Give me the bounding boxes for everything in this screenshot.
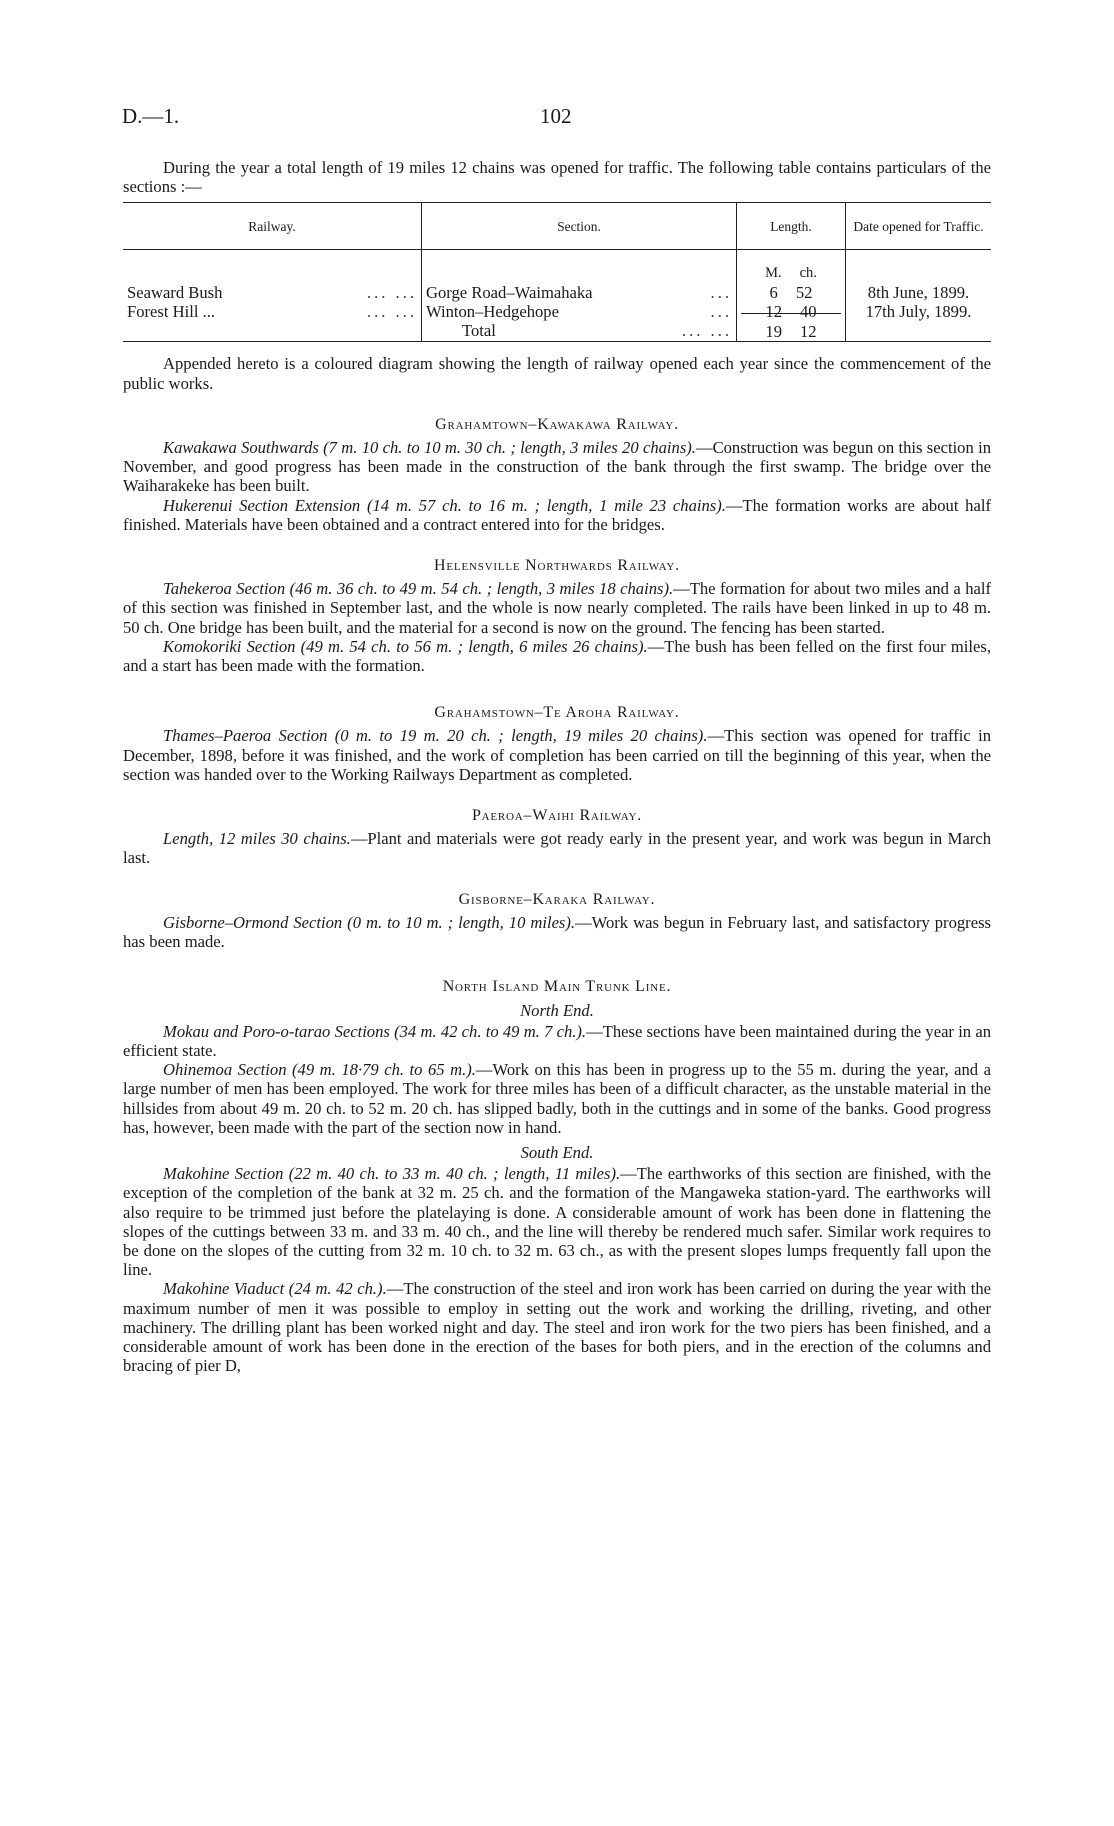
section-paragraph [123, 637, 991, 675]
paragraph-text: —Work on this has been in progress up to the 55 m. during the year, and a large number of men has been employed. The work for three miles has been of a difficult character, as the unstable material in the hillsides from about 49 m. 20 ch. to 52 m. 20 ch. has slipped badly, both in the cuttings and in some of the banks. Good progress has, however, been made with the part of the section now in hand. [123, 1060, 991, 1137]
paragraph-lead: Mokau and Poro-o-tarao Sections (34 m. 42 ch. to 49 m. 7 ch.). [163, 1021, 587, 1041]
paragraph-text: —The earthworks of this section are finished, with the exception of the completion of the bank at 32 m. 25 ch. and the formation of the Mangaweka station-yard. The earthworks will also require to be trimmed just before the platelaying is done. A considerable amount of work has been done in flattening the slopes of the cuttings between 33 m. and 33 m. 40 ch., and the line will thereby be rendered much safer. Similar work requires to be done on the slopes of the cutting from 32 m. 10 ch. to 32 m. 63 ch., as with the present slopes lumps frequently fall upon the line. [123, 1164, 991, 1280]
paragraph-text: —The bush has been felled on the first four miles, and a start has been made with the formation. [123, 636, 991, 676]
section-paragraph [123, 496, 991, 534]
page-number: 102 [540, 104, 572, 128]
section-paragraph [123, 913, 991, 951]
row-chains: 40 [800, 302, 817, 322]
section-paragraph [123, 1022, 991, 1060]
section-paragraph [123, 1060, 991, 1137]
railway-sections [123, 415, 991, 951]
section-heading: Grahamstown–Te Aroha Railway. [434, 704, 680, 722]
section-paragraph [123, 726, 991, 784]
col-header-railway: Railway. [123, 203, 422, 249]
paragraph-text: —This section was opened for traffic in December, 1898, before it was finished, and the work of completion has been carried on till the beginning of this year, when the section was handed over to the Working Railways Department as completed. [123, 726, 991, 784]
page-body [123, 158, 991, 1375]
paragraph-text: —The formation works are about half finished. Materials have been obtained and a contract entered into for the bridges. [123, 495, 991, 534]
paragraph-text: —These sections have been maintained during the year in an efficient state. [123, 1021, 992, 1060]
paragraph-lead: Gisborne–Ormond Section (0 m. to 10 m. ; length, 10 miles). [163, 912, 576, 932]
main-trunk-section [123, 977, 991, 1375]
total-label: Total [462, 321, 496, 341]
paragraph-lead: Makohine Section (22 m. 40 ch. to 33 m. 40 ch. ; length, 11 miles). [163, 1164, 621, 1184]
unit-chains: ch. [799, 264, 817, 281]
total-miles: 19 [765, 322, 782, 342]
south-end-subheading: South End. [520, 1142, 594, 1162]
unit-miles: M. [765, 264, 782, 281]
appended-paragraph: Appended hereto is a coloured diagram showing the length of railway opened each year since the commencement of the public works. [123, 354, 991, 393]
section-paragraph [123, 829, 991, 867]
section-heading: Paeroa–Waihi Railway. [471, 807, 643, 825]
sections-opened-table [123, 202, 991, 342]
north-end-subheading: North End. [520, 1000, 594, 1020]
paragraph-text: —Construction was begun on this section in November, and good progress has been made in the construction of the bank through the first swamp. The bridge over the Waiharakeke has been built. [123, 438, 991, 496]
paragraph-text: —The construction of the steel and iron work has been carried on during the year with the maximum number of men it was possible to employ in setting out the work and working the drilling, riveting, and other machinery. The drilling plant has been worked night and day. The steel and iron work for the two piers has been finished, and a considerable amount of work has been done in the erection of the bases for both piers, and in the erection of the columns and bracing of pier D, [123, 1279, 991, 1376]
paragraph-lead: Thames–Paeroa Section (0 m. to 19 m. 20 ch. ; length, 19 miles 20 chains). [163, 726, 708, 746]
paragraph-text: —Work was begun in February last, and satisfactory progress has been made. [123, 912, 991, 952]
paragraph-lead: Ohinemoa Section (49 m. 18·79 ch. to 65 m.). [163, 1060, 476, 1080]
paragraph-text: —Plant and materials were got ready early in the present year, and work was begun in March last. [123, 829, 991, 868]
section-heading: Gisborne–Karaka Railway. [458, 890, 656, 908]
paragraph-lead: Komokoriki Section (49 m. 54 ch. to 56 m. ; length, 6 miles 26 chains). [163, 636, 648, 656]
row-section: Winton–Hedgehope [426, 302, 559, 322]
paragraph-lead: Makohine Viaduct (24 m. 42 ch.). [163, 1279, 387, 1299]
row-miles: 6 [769, 282, 778, 302]
col-header-date: Date opened for Traffic. [846, 203, 992, 249]
col-header-section: Section. [422, 203, 737, 249]
paragraph-lead: Tahekeroa Section (46 m. 36 ch. to 49 m. 54 ch. ; length, 3 miles 18 chains). [163, 579, 674, 599]
table-row: Seaward Bush ... ... Gorge Road–Waimahaka ... 6 52 8th June, 1899. [123, 283, 991, 302]
section-paragraph [123, 438, 991, 496]
total-row: Total ... ... 19 12 [123, 321, 991, 342]
intro-paragraph: During the year a total length of 19 miles 12 chains was opened for traffic. The following table contains particulars of the sections :— [123, 158, 991, 197]
row-chains: 52 [795, 282, 813, 302]
total-chains: 12 [800, 322, 817, 342]
col-header-length: Length. [737, 203, 846, 249]
section-paragraph [123, 579, 991, 637]
paragraph-text: —The formation for about two miles and a half of this section was finished in September last, and the whole is now nearly completed. The rails have been linked in up to 48 m. 50 ch. One bridge has been built, and the material for a second is now on the ground. The fencing has been started. [123, 579, 991, 637]
row-miles: 12 [765, 302, 782, 322]
trunk-heading: North Island Main Trunk Line. [442, 978, 672, 996]
row-railway: Forest Hill ... [127, 302, 216, 322]
units-row [123, 264, 991, 283]
row-date: 17th July, 1899. [865, 302, 972, 322]
paragraph-lead: Length, 12 miles 30 chains. [163, 829, 351, 849]
paragraph-lead: Kawakawa Southwards (7 m. 10 ch. to 10 m. 30 ch. ; length, 3 miles 20 chains). [163, 438, 696, 458]
section-heading: Grahamtown–Kawakawa Railway. [435, 415, 679, 433]
section-paragraph [123, 1164, 991, 1279]
table-row: Forest Hill ... ... ... Winton–Hedgehope ... 12 40 17th July, 1899. [123, 302, 991, 321]
section-heading: Helensville Northwards Railway. [434, 557, 680, 575]
paragraph-lead: Hukerenui Section Extension (14 m. 57 ch. to 16 m. ; length, 1 mile 23 chains). [163, 495, 726, 515]
row-date: 8th June, 1899. [867, 282, 970, 302]
row-railway: Seaward Bush [127, 282, 223, 302]
row-section: Gorge Road–Waimahaka [426, 282, 593, 302]
section-paragraph [123, 1279, 991, 1375]
document-reference: D.—1. [122, 104, 180, 128]
